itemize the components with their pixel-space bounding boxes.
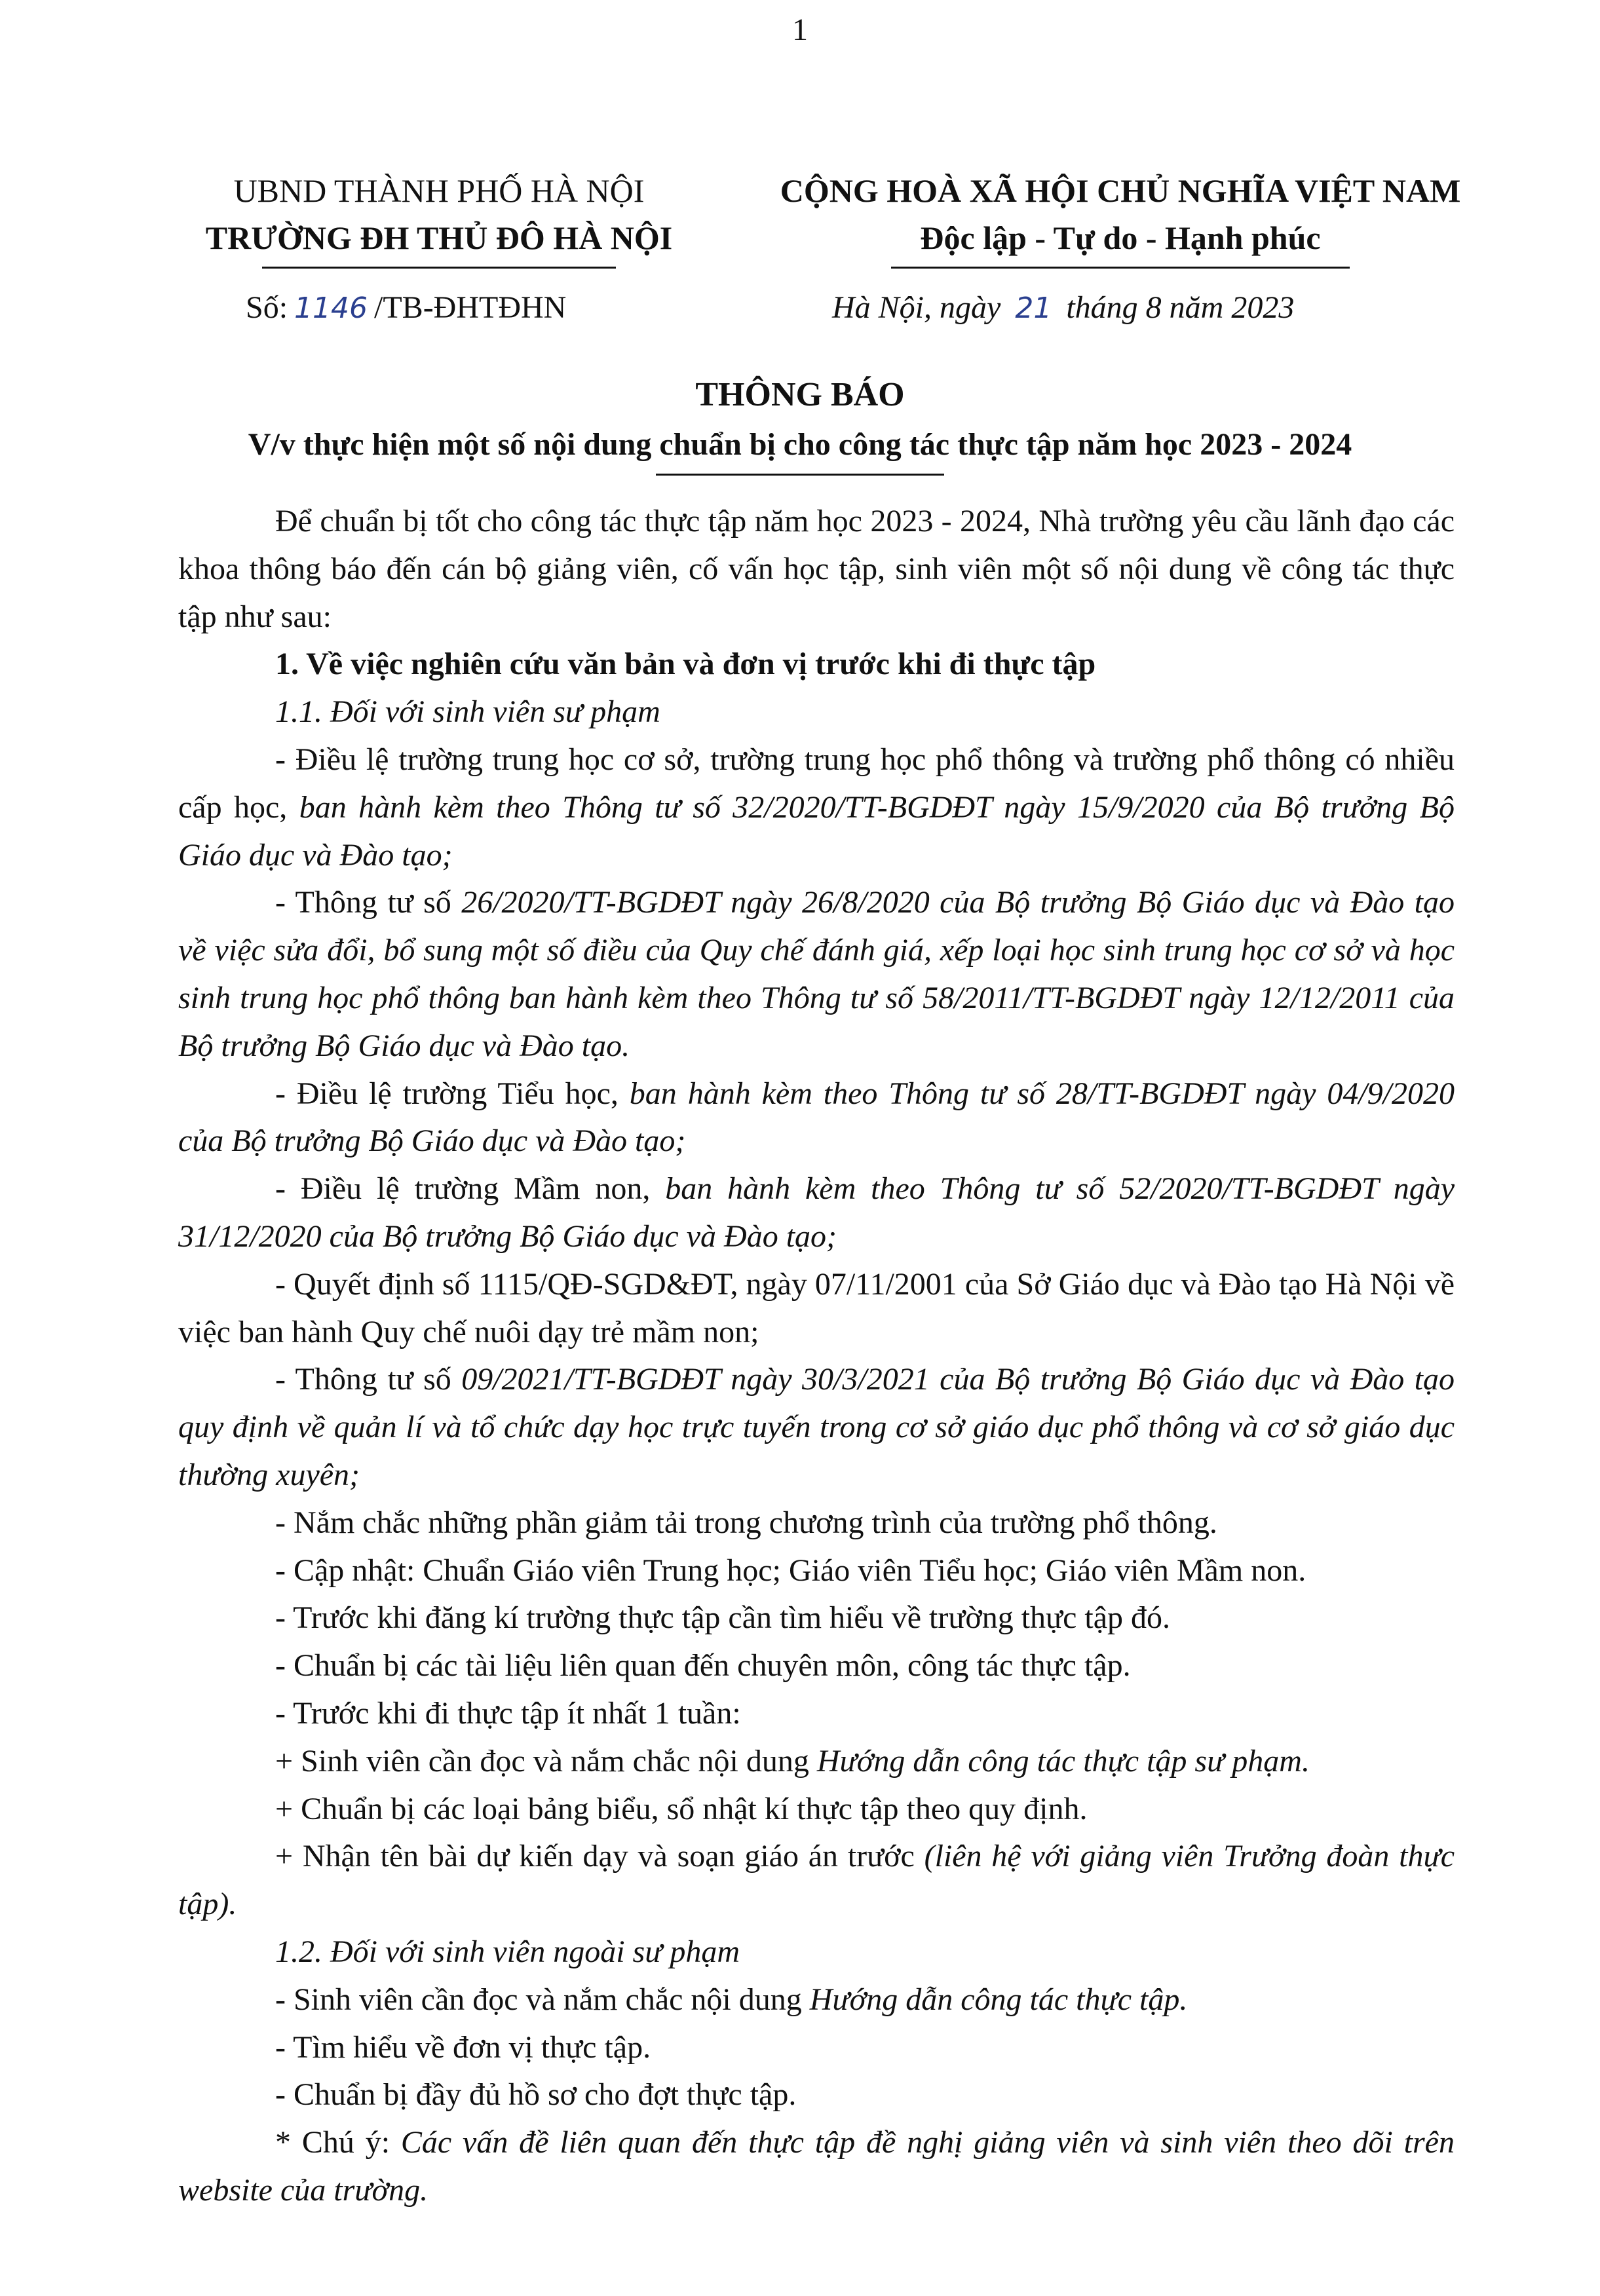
- item-italic-text: 26/2020/TT-BGDĐT ngày 26/8/2020 của Bộ trưởng Bộ Giáo dục và Đào tạo về việc sửa đổi, bổ sung một số điều của Quy chế đánh giá, xếp loại học sinh trung học cơ sở và học sinh trung học phổ thông ban hành kèm theo Thông tư số 58/2011/TT-BGDĐT ngày 12/12/2011 của Bộ trưởng Bộ Giáo dục và Đào tạo.: [178, 885, 1455, 1063]
- note-text: Các vấn đề liên quan đến thực tập đề nghị giảng viên và sinh viên theo dõi trên website của trường.: [178, 2125, 1455, 2208]
- item-text: - Sinh viên cần đọc và nắm chắc nội dung: [275, 1982, 810, 2017]
- intro-paragraph: Để chuẩn bị tốt cho công tác thực tập năm học 2023 - 2024, Nhà trường yêu cầu lãnh đạo các khoa thông báo đến cán bộ giảng viên, cố vấn học tập, sinh viên một số nội dung về công tác thực tập như sau:: [178, 504, 1455, 634]
- list-item: - Chuẩn bị các tài liệu liên quan đến chuyên môn, công tác thực tập.: [275, 1648, 1131, 1684]
- item-italic-text: 09/2021/TT-BGDĐT ngày 30/3/2021 của Bộ trưởng Bộ Giáo dục và Đào tạo quy định về quản lí và tổ chức dạy học trực tuyến trong cơ sở giáo dục phổ thông và cơ sở giáo dục thường xuyên;: [178, 1362, 1455, 1492]
- document-subject: V/v thực hiện một số nội dung chuẩn bị cho công tác thực tập năm học 2023 - 2024: [248, 427, 1352, 462]
- sub-item: [178, 1738, 1455, 1786]
- item-italic-text: ban hành kèm theo Thông tư số 52/2020/TT-BGDĐT ngày 31/12/2020 của Bộ trưởng Bộ Giáo dục và Đào tạo;: [178, 1171, 1455, 1254]
- list-item: [178, 736, 1455, 879]
- sub-item: [178, 1833, 1455, 1929]
- date-prefix: Hà Nội, ngày: [832, 290, 1001, 325]
- item-text: - Điều lệ trường trung học cơ sở, trường trung học phổ thông và trường phổ thông có nhiều cấp học,: [178, 742, 1455, 825]
- motto-underline: [891, 267, 1350, 269]
- item-italic-text: ban hành kèm theo Thông tư số 28/TT-BGDĐT ngày 04/9/2020 của Bộ trưởng Bộ Giáo dục và Đào tạo;: [178, 1076, 1455, 1159]
- section-1-2-heading: 1.2. Đối với sinh viên ngoài sư phạm: [275, 1934, 740, 1969]
- item-text: - Điều lệ trường Tiểu học,: [275, 1076, 630, 1111]
- item-italic-text: Hướng dẫn công tác thực tập.: [809, 1982, 1188, 2017]
- list-item: [178, 1356, 1455, 1499]
- list-item: - Nắm chắc những phần giảm tải trong chương trình của trường phổ thông.: [275, 1505, 1217, 1540]
- issuer-school: TRƯỜNG ĐH THỦ ĐÔ HÀ NỘI: [205, 219, 673, 256]
- item-text: - Thông tư số: [275, 885, 462, 920]
- issuer-underline: [262, 267, 616, 269]
- list-item: [178, 879, 1455, 1070]
- issuer-header: [131, 167, 747, 269]
- list-item: - Trước khi đi thực tập ít nhất 1 tuần:: [275, 1695, 741, 1731]
- item-text: + Sinh viên cần đọc và nắm chắc nội dung: [275, 1743, 817, 1778]
- section-1-1-heading: 1.1. Đối với sinh viên sư phạm: [275, 694, 660, 730]
- section-1-heading: 1. Về việc nghiên cứu văn bản và đơn vị trước khi đi thực tập: [275, 647, 1096, 682]
- national-header: [760, 167, 1481, 269]
- page-number: 1: [792, 12, 808, 47]
- handwritten-day: 21: [1015, 292, 1052, 325]
- note-label: * Chú ý:: [275, 2125, 401, 2160]
- item-italic-text: Hướng dẫn công tác thực tập sư phạm.: [816, 1743, 1310, 1778]
- subject-underline: [656, 474, 944, 476]
- list-item: - Cập nhật: Chuẩn Giáo viên Trung học; Giáo viên Tiểu học; Giáo viên Mầm non.: [275, 1553, 1306, 1588]
- national-motto: Độc lập - Tự do - Hạnh phúc: [920, 219, 1321, 256]
- number-label: Số:: [246, 290, 288, 325]
- item-text: - Điều lệ trường Mầm non,: [275, 1171, 666, 1207]
- list-item: - Trước khi đăng kí trường thực tập cần tìm hiểu về trường thực tập đó.: [275, 1600, 1171, 1636]
- document-date: [832, 290, 1294, 326]
- number-suffix: /TB-ĐHTĐHN: [374, 290, 567, 325]
- sub-item: + Chuẩn bị các loại bảng biểu, sổ nhật kí thực tập theo quy định.: [275, 1791, 1088, 1826]
- list-item: - Chuẩn bị đầy đủ hồ sơ cho đợt thực tập.: [275, 2077, 797, 2113]
- document-number: [246, 290, 566, 326]
- list-item: - Tìm hiểu về đơn vị thực tập.: [275, 2029, 651, 2065]
- item-text: + Nhận tên bài dự kiến dạy và soạn giáo án trước: [275, 1839, 924, 1874]
- note-paragraph: [178, 2119, 1455, 2215]
- document-title: THÔNG BÁO: [695, 376, 905, 413]
- issuer-authority: UBND THÀNH PHỐ HÀ NỘI: [233, 172, 645, 209]
- date-suffix: tháng 8 năm 2023: [1066, 290, 1295, 325]
- list-item: - Quyết định số 1115/QĐ-SGD&ĐT, ngày 07/11/2001 của Sở Giáo dục và Đào tạo Hà Nội về việc ban hành Quy chế nuôi dạy trẻ mầm non;: [178, 1266, 1455, 1349]
- document-body: [178, 498, 1455, 2215]
- title-block: [0, 370, 1600, 476]
- item-text: - Thông tư số: [275, 1362, 462, 1397]
- list-item: [178, 1165, 1455, 1261]
- list-item: [178, 1976, 1455, 2024]
- list-item: [178, 1070, 1455, 1166]
- national-name: CỘNG HOÀ XÃ HỘI CHỦ NGHĨA VIỆT NAM: [780, 172, 1461, 209]
- handwritten-number: 1146: [294, 292, 368, 325]
- item-italic-text: (liên hệ với giảng viên Trưởng đoàn thực tập).: [178, 1839, 1455, 1922]
- item-italic-text: ban hành kèm theo Thông tư số 32/2020/TT-BGDĐT ngày 15/9/2020 của Bộ trưởng Bộ Giáo dục và Đào tạo;: [178, 789, 1455, 873]
